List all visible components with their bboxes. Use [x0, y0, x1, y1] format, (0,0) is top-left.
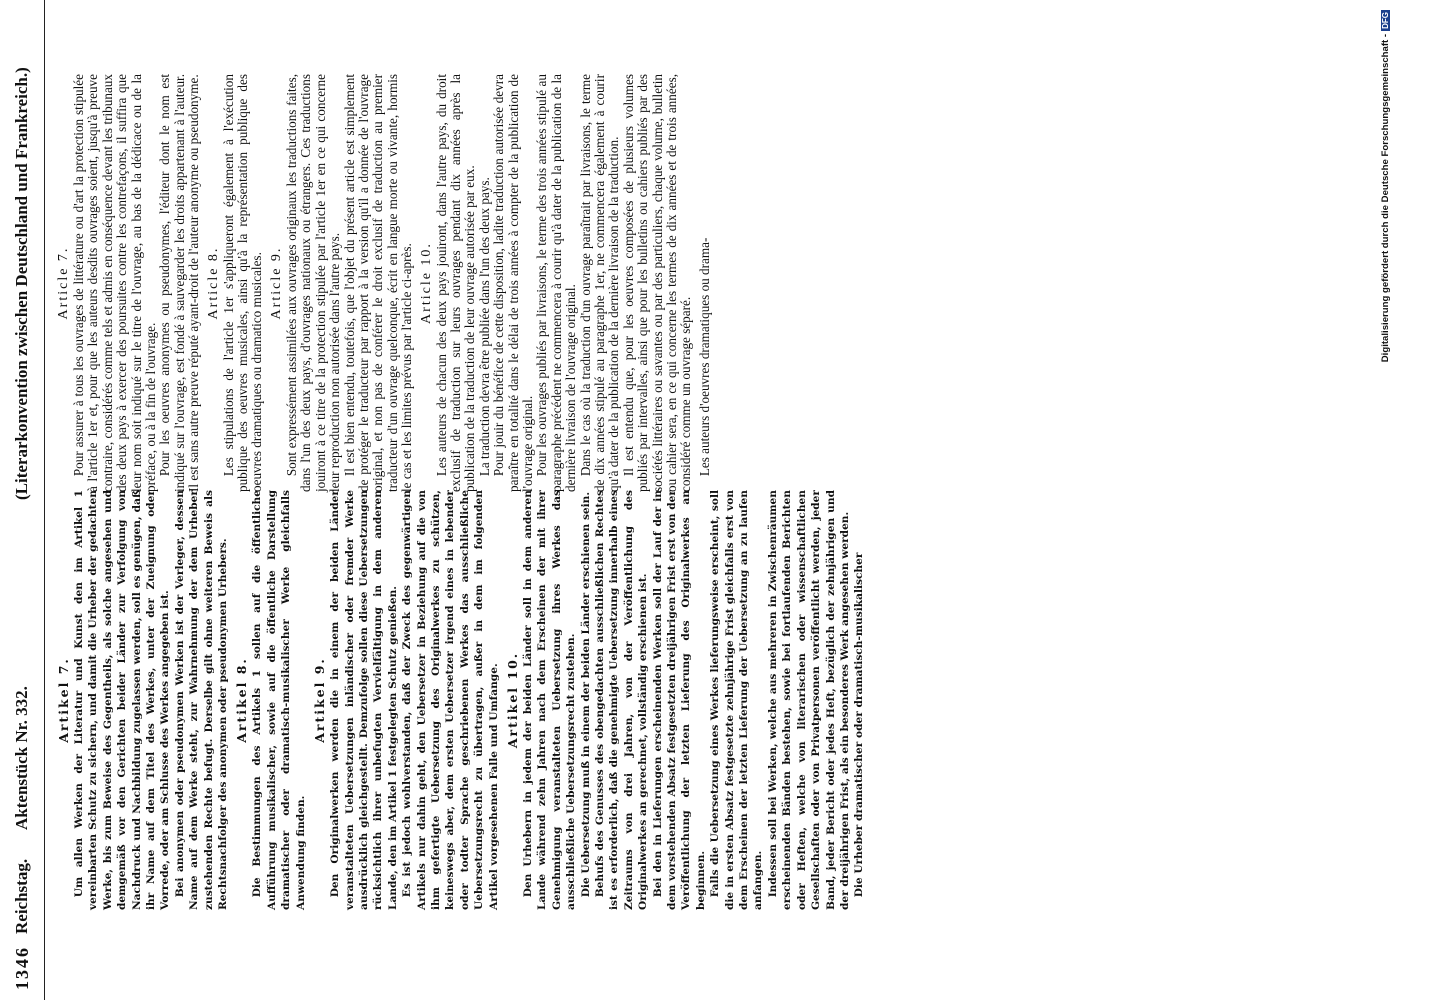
german-article-10-paragraph-2: Die Uebersetzung muß in einem der beiden Länder erschienen sein. [579, 491, 592, 898]
french-article-7-paragraph-2: Pour les oeuvres anonymes ou pseudonymes, l'éditeur dont le nom est indiqué sur l'ouvrage, est fondé à sauvegarder les droits appartenant à l'auteur. Il est sans autre preuve réputé ayant-droit de l'auteur anonyme ou pseudonyme. [157, 74, 202, 492]
german-article-10-heading: Artikel 10. [504, 651, 520, 749]
french-article-10-paragraph-4: Pour les ouvrages publiés par livraisons, le terme des trois années stipulé au paragraphe précédent ne commencera à courir qu'à dater de la publication de la dernière livraison de l'ouvrage original. [534, 74, 579, 492]
french-article-8-paragraph-1: Les stipulations de l'article 1er s'appliqueront également à l'exécution publique des oeuvres musicales, ainsi qu'à la représentation publique des oeuvres dramatiques ou dramatico musicales. [220, 74, 265, 492]
german-column [56, 490, 867, 910]
dfg-logo: DFG [1381, 12, 1390, 29]
french-article-10-paragraph-7: Les auteurs d'oeuvres dramatiques ou drama- [696, 237, 712, 477]
french-article-7-paragraph-1: Pour assurer à tous les ouvrages de littérature ou d'art la protection stipulée à l'article 1er et, pour que les auteurs desdits ouvrages soient, jusqu'à preuve contraire, considérés comme tels et admis en conséquence devant les tribunaux des deux pays à exercer des poursuites contre les contrefaçons, il suffira que leur nom soit indiqué sur le titre de l'ouvrage, au bas de la dédicace ou de la préface, ou à la fin de l'ouvrage. [71, 74, 159, 492]
page-header [4, 0, 40, 1000]
german-article-9-paragraph-1: Den Originalwerken werden die in einem der beiden Länder veranstalteten Uebersetzungen inländischer oder fremder Werke ausdrücklich gleichgestellt. Demzufolge sollen diese Uebersetzungen rücksichtlich ihrer unbefugten Vervielfältigung in dem anderen Lande, den im Artikel 1 festgelegten Schutz genießen. [329, 490, 399, 910]
french-article-10-paragraph-2: La traduction devra être publiée dans l'un des deux pays. [476, 177, 492, 477]
page-number: 1346 [12, 946, 32, 990]
header-rule [44, 0, 45, 1000]
header-document-number: Aktenstück Nr. 332. [12, 686, 31, 830]
header-reichstag: Reichstag. [12, 858, 31, 934]
german-article-8-heading: Artikel 8. [234, 657, 250, 743]
german-article-9-paragraph-2: Es ist jedoch wohlverstanden, daß der Zweck des gegenwärtigen Artikels nur dahin geht, den Uebersetzer in Beziehung auf die von ihm gefertigte Uebersetzung des Originalwerkes zu schützen, keineswegs aber, dem ersten Uebersetzer irgend eines in lebender oder todter Sprache geschriebenen Werkes das ausschließliche Uebersetzungsrecht zu übertragen, außer in dem im folgenden Artikel vorgesehenen Falle und Umfange. [401, 490, 500, 910]
french-article-10-paragraph-1: Les auteurs de chacun des deux pays jouiront, dans l'autre pays, du droit exclusif de traduction sur leurs ouvrages pendant dix années après la publication de la traduction de leur ouvrage autorisée par eux. [433, 74, 478, 492]
german-article-7-paragraph-2: Bei anonymen oder pseudonymen Werken ist der Verleger, dessen Name auf dem Werke steht, zur Wahrnehmung der dem Urheber zustehenden Rechte befugt. Derselbe gilt ohne weiteren Beweis als Rechtsnachfolger des anonymen oder pseudonymen Urhebers. [173, 490, 230, 910]
german-article-10-paragraph-7: Die Urheber dramatischer oder dramatisch-musikalischer [853, 552, 866, 898]
credit-text: Digitalisierung gefördert durch die Deutsche Forschungsgemeinschaft - [1380, 33, 1391, 363]
german-article-10-paragraph-6: Indessen soll bei Werken, welche aus mehreren in Zwischenräumen erscheinenden Bänden bestehen, sowie bei fortlaufenden Berichten oder Heften, welche von literarischen oder wissenschaftlichen Gesellschaften oder von Privatpersonen veröffentlicht werden, jeder Band, jeder Bericht oder jedes Heft, bezüglich der zehnjährigen und der dreijährigen Frist, als ein besonderes Werk angesehen werden. [766, 490, 851, 910]
french-article-10-paragraph-5: Dans le cas où la traduction d'un ouvrage paraîtrait par livraisons, le terme de dix années stipulé au paragraphe 1er, ne commencera également à courir qu'à dater de la publication de la dernière livraison de la traduction. [577, 74, 622, 492]
french-column [56, 74, 712, 492]
digitization-credit [1380, 0, 1400, 1000]
german-article-10-paragraph-3: Behufs des Genusses des obengedachten ausschließlichen Rechtes ist es erforderlich, daß die genehmigte Uebersetzung innerhalb eines Zeitraums von drei Jahren, von der Veröffentlichung des Originalwerkes an gerechnet, vollständig erschienen ist. [594, 490, 650, 910]
german-article-10-paragraph-5: Falls die Uebersetzung eines Werkes lieferungsweise erscheint, soll die in ersten Absatz festgesetzte zehnjährige Frist gleichfalls erst von dem Erscheinen der letzten Lieferung der Uebersetzung an zu laufen anfangen. [709, 490, 765, 910]
german-article-10-paragraph-4: Bei den in Lieferungen erscheinenden Werken soll der Lauf der in dem vorstehenden Absatz festgesetzten dreijährigen Frist erst von der Veröffentlichung der letzten Lieferung des Originalwerkes an beginnen. [651, 490, 707, 910]
german-article-7-heading: Artikel 7. [56, 657, 71, 743]
german-article-7-paragraph-1: Um allen Werken der Literatur und Kunst den im Artikel 1 vereinbarten Schutz zu sichern, und damit die Urheber der gedachten Werke, bis zum Beweise des Gegentheils, als solche angesehen und demgemäß vor den Gerichten beider Länder zur Verfolgung von Nachdruck und Nachbildung zugelassen werden, soll es genügen, daß ihr Name auf dem Titel des Werkes, unter der Zueignung oder Vorrede, oder am Schlusse des Werkes angegeben ist. [73, 490, 172, 910]
header-title: (Literarkonvention zwischen Deutschland und Frankreich.) [12, 67, 31, 500]
french-article-9-heading: Article 9. [268, 246, 284, 320]
french-article-7-heading: Article 7. [56, 246, 71, 320]
german-article-9-heading: Artikel 9. [312, 657, 328, 743]
french-article-10-paragraph-6: Il est entendu que, pour les oeuvres composées de plusieurs volumes publiés par intervalles, ainsi que pour les bulletins ou cahiers publiés par des sociétés littéraires ou savantes ou par des particuliers, chaque volume, bulletin ou cahier sera, en ce qui concerne les termes de dix années et de trois années, considéré comme un ouvrage séparé. [620, 74, 694, 492]
german-article-8-paragraph-1: Die Bestimmungen des Artikels 1 sollen auf die öffentliche Aufführung musikalischer, sowie auf die öffentliche Darstellung dramatischer oder dramatisch-musikalischer Werke gleichfalls Anwendung finden. [251, 490, 307, 910]
french-article-10-paragraph-3: Pour jouir du bénéfice de cette disposition, ladite traduction autorisée devra paraître en totalité dans le délai de trois années à compter de la publication de l'ouvrage original. [491, 74, 535, 492]
french-article-10-heading: Article 10. [418, 242, 434, 324]
french-article-9-paragraph-1: Sont expressément assimilées aux ouvrages originaux les traductions faites, dans l'un des deux pays, d'ouvrages nationaux ou étrangers. Ces traductions jouiront à ce titre de la protection stipulée par l'article 1er en ce qui concerne leur reproduction non autorisée dans l'autre pays. [283, 74, 343, 492]
french-article-9-paragraph-2: Il est bien entendu, toutefois, que l'objet du présent article est simplement de protéger le traducteur par rapport à la version qu'il a donnée de l'ouvrage original, et non pas de conférer le droit exclusif de traduction au premier traducteur d'un ouvrage quelconque, écrit en langue morte ou vivante, hormis le cas et les limites prévus par l'article ci-après. [341, 74, 415, 492]
french-article-8-heading: Article 8. [205, 246, 221, 320]
german-article-10-paragraph-1: Den Urhebern in jedem der beiden Länder soll in dem anderen Lande während zehn Jahren nach dem Erscheinen der mit ihrer Genehmigung veranstalteten Uebersetzung ihres Werkes das ausschließliche Uebersetzungsrecht zustehen. [521, 490, 578, 910]
